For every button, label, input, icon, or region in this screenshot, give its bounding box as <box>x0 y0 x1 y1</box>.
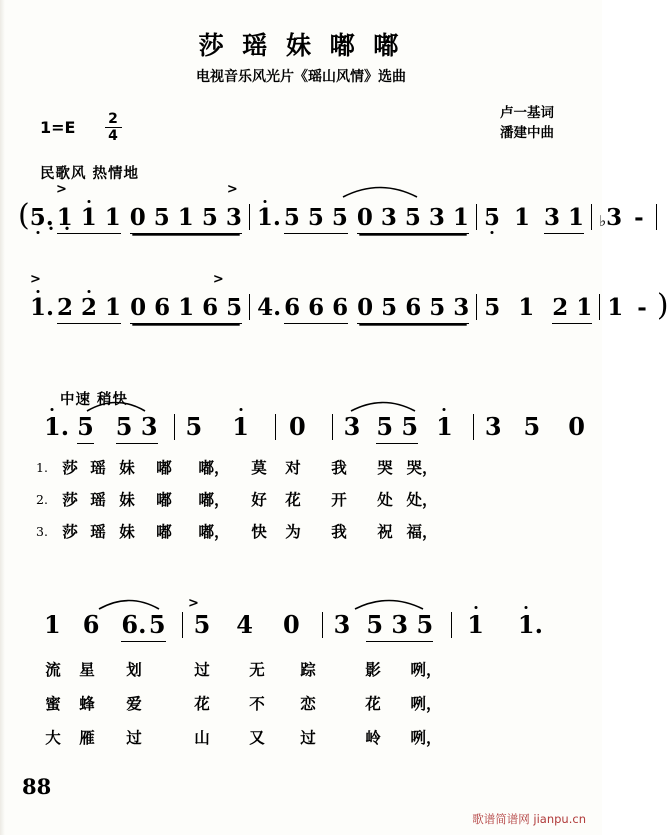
note: 1 <box>436 412 453 441</box>
page-number: 88 <box>22 774 52 799</box>
lyric-line-5: 蜜 蜂 爱 花 不 恋 花 咧， <box>45 695 442 713</box>
note: 3 <box>606 204 623 231</box>
barline <box>332 414 333 440</box>
augmentation-dot: . <box>272 204 281 231</box>
note-group: 0 5 6 5 3 <box>357 294 469 324</box>
accent-mark: > <box>30 272 41 287</box>
augmentation-dot: . <box>46 294 55 321</box>
credits <box>500 103 554 143</box>
slur-system-4b <box>352 592 426 612</box>
note: 1 <box>467 610 484 639</box>
notes-system-2 <box>30 288 669 324</box>
lyric-line-3: 莎 瑶 妹 嘟 嘟， 快 为 我 祝 福， <box>62 523 438 541</box>
barline <box>174 414 175 440</box>
note: 6 <box>82 610 100 639</box>
barline <box>249 204 250 230</box>
note-group: 2 1 <box>552 294 592 324</box>
augmentation-dot: . <box>60 412 70 441</box>
lyric-number-1: 1. <box>36 460 48 475</box>
time-signature <box>100 112 126 143</box>
style-mark-verse: 中速 稍快 <box>60 392 129 408</box>
note: 3 <box>484 412 502 441</box>
note-group: 0 3 5 3 1 <box>357 204 469 234</box>
notes-system-3 <box>44 412 585 444</box>
note: 1 <box>30 294 47 321</box>
barline <box>476 204 477 230</box>
credit-composer: 潘建中曲 <box>500 125 554 141</box>
repeat-open-paren: ( <box>18 198 30 233</box>
note: 1 <box>256 204 273 231</box>
page-subtitle: 电视音乐风光片《瑶山风情》选曲 <box>196 69 406 85</box>
page-edge-shadow <box>0 0 5 835</box>
barline <box>275 414 276 440</box>
flat-accidental: ♭ <box>598 212 607 230</box>
note: 1 <box>232 412 249 441</box>
note: 5 <box>484 294 501 321</box>
slur-system-3b <box>348 394 418 414</box>
note-group: 5 3 5 <box>366 610 433 642</box>
rest: 0 <box>288 412 306 441</box>
note-group: ̣1̣ 1 1 <box>57 204 121 234</box>
style-mark-intro: 民歌风 热情地 <box>40 166 140 182</box>
rest-dash: - <box>637 294 647 321</box>
accent-marks-system-1 <box>56 182 238 197</box>
note-group: 2 2 1 <box>57 294 121 324</box>
key-signature-label: 1=E <box>40 118 76 137</box>
notes-system-4 <box>44 610 543 642</box>
barline <box>182 612 183 638</box>
note: 4 <box>236 610 253 639</box>
augmentation-dot: . <box>45 204 54 231</box>
barline <box>656 204 657 230</box>
note: 5 <box>193 610 211 639</box>
barline <box>476 294 477 320</box>
barline <box>451 612 452 638</box>
lyric-line-1: 莎 瑶 妹 嘟 嘟， 莫 对 我 哭 哭， <box>62 459 438 477</box>
note: 1 <box>513 204 530 231</box>
augmentation-dot: . <box>273 294 282 321</box>
note: 3 <box>333 610 351 639</box>
barline <box>249 294 250 320</box>
watermark: 歌谱简谱网 jianpu.cn <box>472 812 586 826</box>
slur-system-4a <box>96 592 162 612</box>
note-group: 3 1 <box>544 204 584 234</box>
accent-marks-system-4 <box>188 596 199 611</box>
accent-marks-system-2 <box>30 272 224 287</box>
rest: 0 <box>568 412 585 441</box>
note-group: 6 6 6 <box>284 294 348 324</box>
note: 1 <box>44 610 61 639</box>
note: 5 <box>185 412 203 441</box>
accent-mark: > <box>188 596 199 611</box>
note: 4 <box>257 294 274 321</box>
slur-system-1 <box>340 178 420 200</box>
note: 1 <box>517 610 535 639</box>
lyric-line-6: 大 雁 过 山 又 过 岭 咧， <box>45 729 442 747</box>
rest: 0 <box>282 610 300 639</box>
accent-mark: > <box>226 182 238 197</box>
accent-mark: > <box>56 182 67 197</box>
note: 5 <box>523 412 541 441</box>
note-group: 0 6 1 6 5 <box>130 294 242 324</box>
note: 1 <box>607 294 624 321</box>
augmentation-dot: . <box>534 610 543 639</box>
credit-lyricist: 卢一基词 <box>500 105 554 121</box>
notes-system-1 <box>18 198 664 234</box>
note-group: 6. 5 <box>121 610 165 642</box>
barline <box>599 294 600 320</box>
note-group: 5 5 5 <box>284 204 348 234</box>
lyric-line-2: 莎 瑶 妹 嘟 嘟， 好 花 开 处 处， <box>62 491 438 509</box>
note: 3 <box>343 412 361 441</box>
accent-mark: > <box>212 272 224 287</box>
page-title: 莎 瑶 妹 嘟 嘟 <box>198 31 404 60</box>
time-signature-denominator: 4 <box>108 128 118 144</box>
lyric-number-2: 2. <box>36 492 48 507</box>
rest-dash: - <box>634 204 644 231</box>
barline <box>322 612 323 638</box>
note: 5 <box>29 204 46 231</box>
lyric-line-4: 流 星 划 过 无 踪 影 咧， <box>45 661 442 679</box>
time-signature-numerator: 2 <box>108 111 118 127</box>
note-group: 5 5 <box>376 412 418 444</box>
barline <box>473 414 474 440</box>
repeat-close-paren: ) <box>656 288 669 323</box>
note: 1 <box>518 294 535 321</box>
lyric-number-3: 3. <box>36 524 48 539</box>
note-group: 5 <box>77 412 94 444</box>
note: 5 <box>483 204 500 231</box>
note-group: 5 3 <box>116 412 158 444</box>
note-group: 0 5 1 5 3 <box>130 204 242 234</box>
note: 1 <box>44 412 61 441</box>
barline <box>591 204 592 230</box>
key-signature <box>40 118 75 137</box>
